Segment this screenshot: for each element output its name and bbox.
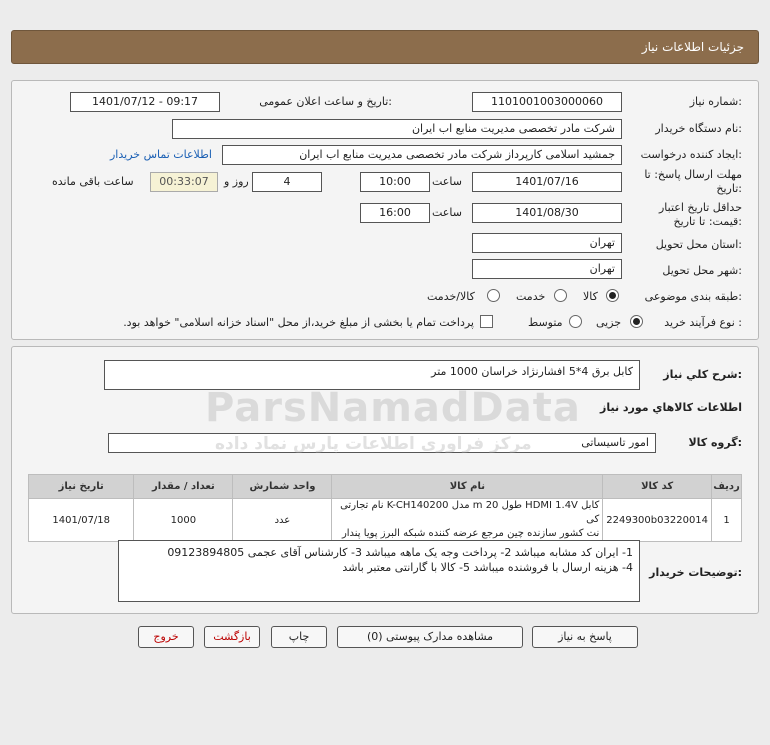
cell-name-line2: نت کشور سازنده چین مرجع عرضه کننده شبکه البرز پویا پندار xyxy=(341,528,600,539)
remaining-label: ساعت باقی مانده xyxy=(52,175,134,188)
creator-label: ایجاد کننده درخواست: xyxy=(640,148,742,161)
table-row[interactable] xyxy=(29,499,742,542)
category-radio-both[interactable] xyxy=(487,289,500,302)
col-date: تاریخ نیاز xyxy=(29,475,134,499)
reply-button[interactable]: پاسخ به نیاز xyxy=(532,626,638,648)
process-label: نوع فرآیند خرید : xyxy=(664,316,742,329)
col-code: کد کالا xyxy=(603,475,712,499)
process-option-medium: متوسط xyxy=(528,316,563,329)
back-button[interactable]: بازگشت xyxy=(204,626,260,648)
process-radio-medium[interactable] xyxy=(569,315,582,328)
cell-qty: 1000 xyxy=(134,499,233,542)
category-option-goods: کالا xyxy=(583,290,598,303)
goods-info-title: اطلاعات کالاهاي مورد نياز xyxy=(600,401,742,414)
announce-field[interactable]: 1401/07/12 - 09:17 xyxy=(70,92,220,112)
province-label: استان محل تحویل: xyxy=(655,238,742,251)
validity-label: حداقل تاریخ اعتبار xyxy=(658,201,742,214)
city-field[interactable]: تهران xyxy=(472,259,622,279)
contact-info-link[interactable]: اطلاعات تماس خریدار xyxy=(110,148,212,161)
validity-label-2: قیمت: تا تاریخ: xyxy=(673,215,742,228)
buyer-org-field[interactable]: شرکت مادر تخصصی مدیریت منابع اب ایران xyxy=(172,119,622,139)
validity-date-field[interactable]: 1401/08/30 xyxy=(472,203,622,223)
deadline-time-label: ساعت xyxy=(432,175,462,188)
need-number-field[interactable]: 1101001003000060 xyxy=(472,92,622,112)
category-option-both: کالا/خدمت xyxy=(427,290,475,303)
page-title: جزئیات اطلاعات نیاز xyxy=(641,40,744,54)
table-header-row xyxy=(29,475,742,499)
need-number-label: شماره نیاز: xyxy=(689,95,742,108)
process-option-small: جزیی xyxy=(596,316,622,329)
city-label: شهر محل تحویل: xyxy=(662,264,742,277)
exit-button[interactable]: خروج xyxy=(138,626,194,648)
category-radio-goods[interactable] xyxy=(606,289,619,302)
summary-label: شرح کلي نياز: xyxy=(663,368,742,381)
summary-field[interactable]: کابل برق 4*5 افشارنژاد خراسان 1000 متر xyxy=(104,360,640,390)
attachments-button[interactable]: مشاهده مدارک پیوستی (0) xyxy=(337,626,523,648)
process-radio-small[interactable] xyxy=(630,315,643,328)
cell-name xyxy=(332,499,603,542)
creator-field[interactable]: جمشید اسلامی کارپرداز شرکت مادر تخصصی مدیریت منابع اب ایران xyxy=(222,145,622,165)
validity-time-field[interactable]: 16:00 xyxy=(360,203,430,223)
cell-unit: عدد xyxy=(233,499,332,542)
category-option-service: خدمت xyxy=(516,290,546,303)
col-row: ردیف xyxy=(712,475,742,499)
days-field[interactable]: 4 xyxy=(252,172,322,192)
watermark-logo: ParsNamadData xyxy=(205,385,581,431)
col-unit: واحد شمارش xyxy=(233,475,332,499)
notes-line2: 4- هزینه ارسال با فروشنده میباشد 5- کالا با گارانتی معتبر باشد xyxy=(342,561,633,574)
header-bar xyxy=(11,30,759,64)
group-field[interactable]: امور تاسیساتی xyxy=(108,433,656,453)
col-name: نام کالا xyxy=(332,475,603,499)
cell-code: 2249300b03220014 xyxy=(603,499,712,542)
print-button[interactable]: چاپ xyxy=(271,626,327,648)
days-label: روز و xyxy=(224,175,249,188)
cell-name-line1: کابل HDMI 1.4V طول 20 m مدل K-CH140200 نام تجارتی کی xyxy=(340,500,600,525)
notes-line1: 1- ایران کد مشابه میباشد 2- پرداخت وجه یک ماهه میباشد 3- کارشناس آقای عجمی 09123894805 xyxy=(167,546,633,559)
col-qty: تعداد / مقدار xyxy=(134,475,233,499)
province-field[interactable]: تهران xyxy=(472,233,622,253)
deadline-label-2: تاریخ: xyxy=(716,182,742,195)
cell-date: 1401/07/18 xyxy=(29,499,134,542)
announce-label: تاریخ و ساعت اعلان عمومی: xyxy=(259,95,392,108)
notes-field[interactable] xyxy=(118,540,640,602)
cell-row: 1 xyxy=(712,499,742,542)
validity-time-label: ساعت xyxy=(432,206,462,219)
payment-note: پرداخت تمام یا بخشی از مبلغ خرید،از محل "اسناد خزانه اسلامی" خواهد بود. xyxy=(123,316,474,329)
buyer-org-label: نام دستگاه خریدار: xyxy=(655,122,742,135)
deadline-date-field[interactable]: 1401/07/16 xyxy=(472,172,622,192)
group-label: گروه کالا: xyxy=(688,436,742,449)
watermark-text: مرکز فراوری اطلاعات پارس نماد داده xyxy=(215,434,532,454)
notes-label: توضیحات خریدار: xyxy=(649,566,742,579)
deadline-time-field[interactable]: 10:00 xyxy=(360,172,430,192)
category-radio-service[interactable] xyxy=(554,289,567,302)
goods-table xyxy=(28,474,742,542)
category-label: طبقه بندی موضوعی: xyxy=(644,290,742,303)
deadline-label: مهلت ارسال پاسخ: تا xyxy=(644,168,742,181)
treasury-checkbox[interactable] xyxy=(480,315,493,328)
remaining-time-field: 00:33:07 xyxy=(150,172,218,192)
